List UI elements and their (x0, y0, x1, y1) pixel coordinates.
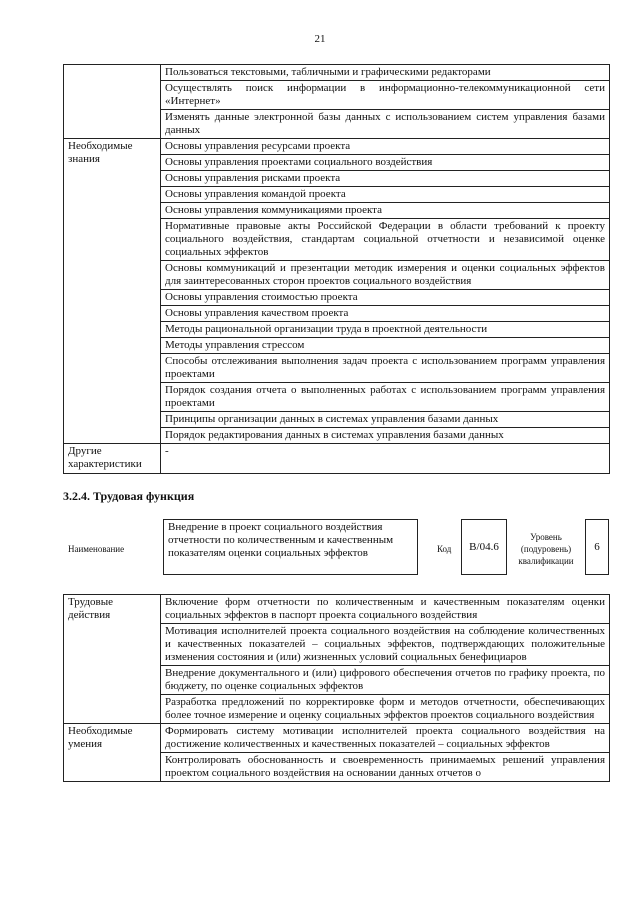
function-table (63, 594, 610, 782)
table-cell: Пользоваться текстовыми, табличными и графическими редакторами (161, 65, 610, 81)
table-cell: Методы рациональной организации труда в проектной деятельности (161, 322, 610, 338)
table-row (64, 65, 610, 81)
table-cell: Основы управления ресурсами проекта (161, 139, 610, 155)
table-cell: Порядок редактирования данных в системах управления базами данных (161, 428, 610, 444)
table-cell: Нормативные правовые акты Российской Федерации в области требований к проекту социального воздействия, стандартам социальной отчетности и независимой оценке социальных эффектов (161, 219, 610, 261)
table-cell: Формировать систему мотивации исполнителей проекта социального воздействия на достижение количественных и качественных показателей – социальных эффектов (161, 724, 610, 753)
level-label: Уровень (подуровень) квалификации (518, 532, 574, 566)
table-cell: Основы управления рисками проекта (161, 171, 610, 187)
table-cell: - (161, 444, 610, 474)
table-cell: Разработка предложений по корректировке форм и методов отчетности, обеспечивающих более точное измерение и оценку социальных эффектов проектов социального воздействия (161, 695, 610, 724)
table-cell: Включение форм отчетности по количественным и качественным показателям оценки социальных эффектов в паспорт проекта социального воздействия (161, 595, 610, 624)
table-cell: Внедрение документального и (или) цифрового обеспечения отчетов по графику проекта, по бюджету, по оценке социальных эффектов (161, 666, 610, 695)
table-cell: Основы управления качеством проекта (161, 306, 610, 322)
function-name-value: Внедрение в проект социального воздействия отчетности по количественным и качественным показателям оценки социальных эффектов (163, 519, 418, 575)
table-cell: Основы управления командой проекта (161, 187, 610, 203)
table-cell: Основы управления проектами социального воздействия (161, 155, 610, 171)
section-heading: 3.2.4. Трудовая функция (63, 489, 195, 503)
table-cell: Осуществлять поиск информации в информационно-телекоммуникационной сети «Интернет» (161, 81, 610, 110)
name-label: Наименование (68, 544, 125, 554)
table-row (64, 724, 610, 753)
knowledge-label: Необходимые знания (64, 139, 161, 444)
table-cell: Основы управления коммуникациями проекта (161, 203, 610, 219)
table-row (64, 595, 610, 624)
table-cell: Основы коммуникаций и презентации методик измерения и оценки социальных эффектов для заинтересованных сторон проектов социального воздействия (161, 261, 610, 290)
row-label-empty (64, 65, 161, 139)
table-row (64, 139, 610, 155)
table-cell: Способы отслеживания выполнения задач проекта с использованием программ управления проектами (161, 354, 610, 383)
table-cell: Основы управления стоимостью проекта (161, 290, 610, 306)
page-number: 21 (314, 33, 326, 45)
skills-label: Необходимые умения (64, 724, 161, 782)
table-cell: Методы управления стрессом (161, 338, 610, 354)
other-label: Другие характеристики (64, 444, 161, 474)
table-cell: Изменять данные электронной базы данных с использованием систем управления базами данных (161, 110, 610, 139)
actions-label: Трудовые действия (64, 595, 161, 724)
code-label: Код (437, 544, 452, 554)
table-cell: Мотивация исполнителей проекта социального воздействия на соблюдение количественных и качественных показателей – социальных эффектов, подтверждающих положительные изменения состояния и (или) жизненных условий социальных бенефициаров (161, 624, 610, 666)
table-cell: Принципы организации данных в системах управления базами данных (161, 412, 610, 428)
table-cell: Порядок создания отчета о выполненных работах с использованием программ управления проектами (161, 383, 610, 412)
table-row (64, 444, 610, 474)
knowledge-table (63, 64, 610, 474)
table-cell: Контролировать обоснованность и своевременность принимаемых решений управления проектом социального воздействия на основании данных отчетов о (161, 753, 610, 782)
level-value: 6 (585, 519, 609, 575)
code-value: B/04.6 (461, 519, 507, 575)
